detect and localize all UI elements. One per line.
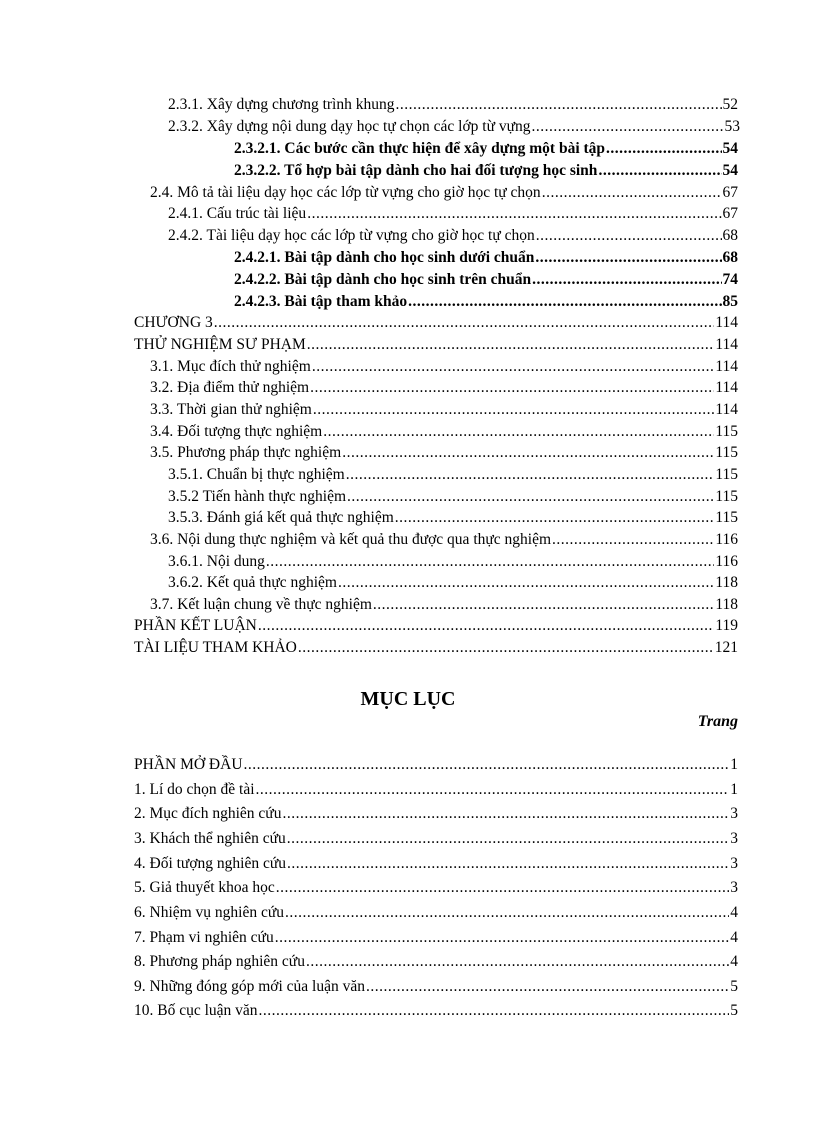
page-column-label: Trang [697,713,738,730]
page-title: MỤC LỤC [360,688,456,710]
toc-entry-title: 3.5.2 Tiến hành thực nghiệm [168,488,347,505]
toc-entry-title: 2.4.2. Tài liệu dạy học các lớp từ vựng cho giờ học tự chọn [168,227,535,244]
toc-entry-title: 8. Phương pháp nghiên cứu [134,953,305,970]
toc-entry-title: 4. Đối tượng nghiên cứu [134,855,286,872]
toc-entry[interactable] [134,312,738,334]
toc-entry[interactable] [150,182,738,204]
toc-entry-page: 3 [730,879,738,896]
toc-entry[interactable] [168,551,738,573]
toc-entry[interactable] [168,572,738,594]
toc-entry[interactable] [134,1000,738,1022]
toc-entry-page: 114 [715,336,738,353]
toc-entry[interactable] [134,927,738,949]
toc-entry-page: 118 [715,596,738,613]
toc-entry-title: 3.3. Thời gian thử nghiệm [150,401,312,418]
toc-entry-title: 2.4.2.2. Bài tập dành cho học sinh trên chuẩn [234,271,532,288]
toc-entry-page: 115 [715,466,738,483]
toc-entry-page: 67 [722,184,738,201]
toc-entry-title: 5. Giả thuyết khoa học [134,879,275,896]
toc-entry[interactable] [234,269,738,291]
toc-entry-title: 3.6.1. Nội dung [168,553,265,570]
toc-entry[interactable] [150,356,738,378]
toc-entry-page: 1 [730,756,738,773]
toc-entry-page: 5 [730,1002,738,1019]
toc-entry-title: 3.6.2. Kết quả thực nghiệm [168,574,337,591]
toc-entry-title: PHẦN MỞ ĐẦU [134,756,243,773]
toc-entry[interactable] [134,877,738,899]
toc-entry-title: 2.4.2.3. Bài tập tham khảo [234,293,408,310]
toc-entry-page: 116 [715,553,738,570]
toc-entry-page: 114 [715,314,738,331]
toc-entry-page: 1 [730,781,738,798]
toc-entry-title: THỬ NGHIỆM SƯ PHẠM [134,336,306,353]
toc-entry[interactable] [168,94,738,116]
toc-entry-page: 114 [715,358,738,375]
toc-entry-page: 74 [722,271,738,288]
toc-entry-title: 2.3.2.1. Các bước cần thực hiện để xây dựng một bài tập [234,140,606,157]
toc-entry-page: 5 [730,978,738,995]
toc-entry[interactable] [150,594,738,616]
toc-entry-page: 52 [722,96,738,113]
toc-entry-page: 4 [730,904,738,921]
toc-entry-page: 85 [722,293,738,310]
toc-entry[interactable] [168,507,738,529]
toc-entry-page: 118 [715,574,738,591]
toc-entry[interactable] [134,951,738,973]
toc-entry-title: 2.4.2.1. Bài tập dành cho học sinh dưới chuẩn [234,249,535,266]
toc-entry-page: 119 [715,617,738,634]
toc-entry-title: 3.5.1. Chuẩn bị thực nghiệm [168,466,345,483]
toc-entry-title: 2.3.1. Xây dựng chương trình khung [168,96,395,113]
toc-entry[interactable] [134,779,738,801]
toc-entry-title: 9. Những đóng góp mới của luận văn [134,978,365,995]
toc-entry-title: CHƯƠNG 3 [134,314,213,331]
toc-entry[interactable] [150,421,738,443]
toc-entry-title: TÀI LIỆU THAM KHẢO [134,639,297,656]
toc-entry-title: 2.3.2. Xây dựng nội dung dạy học tự chọn các lớp từ vựng [168,118,531,135]
toc-entry[interactable] [134,615,738,637]
toc-entry-page: 114 [715,379,738,396]
toc-entry[interactable] [134,637,738,659]
toc-entry[interactable] [150,399,738,421]
toc-entry-page: 68 [722,249,738,266]
toc-entry-title: 3.4. Đối tượng thực nghiệm [150,423,323,440]
toc-entry-page: 3 [730,805,738,822]
toc-entry[interactable] [150,442,738,464]
toc-entry-title: 2.3.2.2. Tổ hợp bài tập dành cho hai đối tượng học sinh [234,162,598,179]
toc-entry-title: 3.5. Phương pháp thực nghiệm [150,444,342,461]
toc-entry-title: 7. Phạm vi nghiên cứu [134,929,274,946]
toc-entry-page: 54 [722,140,738,157]
toc-entry-page: 115 [715,444,738,461]
toc-entry-page: 115 [715,423,738,440]
toc-entry[interactable] [134,976,738,998]
toc-entry[interactable] [168,486,738,508]
toc-entry-page: 4 [730,953,738,970]
toc-entry-title: 2.4.1. Cấu trúc tài liệu [168,205,307,222]
toc-entry-page: 121 [714,639,738,656]
toc-entry[interactable] [234,138,738,160]
toc-entry[interactable] [134,754,738,776]
toc-entry[interactable] [134,828,738,850]
toc-entry[interactable] [234,291,738,313]
toc-entry-page: 67 [722,205,738,222]
toc-entry-title: 10. Bố cục luận văn [134,1002,258,1019]
toc-entry-page: 114 [715,401,738,418]
toc-entry-title: 1. Lí do chọn đề tài [134,781,255,798]
toc-entry[interactable] [168,464,738,486]
toc-entry-title: 3. Khách thể nghiên cứu [134,830,286,847]
toc-entry[interactable] [134,334,738,356]
toc-entry-page: 115 [715,509,738,526]
toc-entry-title: 3.7. Kết luận chung về thực nghiệm [150,596,372,613]
toc-entry-page: 4 [730,929,738,946]
toc-entry[interactable] [134,902,738,924]
toc-entry[interactable] [234,247,738,269]
toc-entry[interactable] [168,203,738,225]
toc-entry-title: 6. Nhiệm vụ nghiên cứu [134,904,285,921]
toc-entry-title: 3.5.3. Đánh giá kết quả thực nghiệm [168,509,394,526]
toc-entry-title: PHẦN KẾT LUẬN [134,617,257,634]
toc-entry-title: 3.1. Mục đích thử nghiệm [150,358,311,375]
toc-entry[interactable] [150,529,738,551]
toc-entry-page: 116 [715,531,738,548]
toc-entry-title: 3.2. Địa điểm thử nghiệm [150,379,310,396]
toc-entry-page: 3 [730,855,738,872]
toc-entry-page: 115 [715,488,738,505]
toc-entry-page: 53 [724,118,740,135]
toc-entry-title: 3.6. Nội dung thực nghiệm và kết quả thu được qua thực nghiệm [150,531,552,548]
toc-entry-page: 3 [730,830,738,847]
toc-entry[interactable] [168,116,740,138]
toc-entry[interactable] [150,377,738,399]
toc-entry-page: 68 [722,227,738,244]
toc-entry[interactable] [134,803,738,825]
toc-entry-page: 54 [722,162,738,179]
toc-entry[interactable] [134,853,738,875]
toc-entry[interactable] [234,160,738,182]
toc-entry[interactable] [168,225,738,247]
toc-entry-title: 2.4. Mô tả tài liệu dạy học các lớp từ vựng cho giờ học tự chọn [150,184,541,201]
toc-entry-title: 2. Mục đích nghiên cứu [134,805,282,822]
